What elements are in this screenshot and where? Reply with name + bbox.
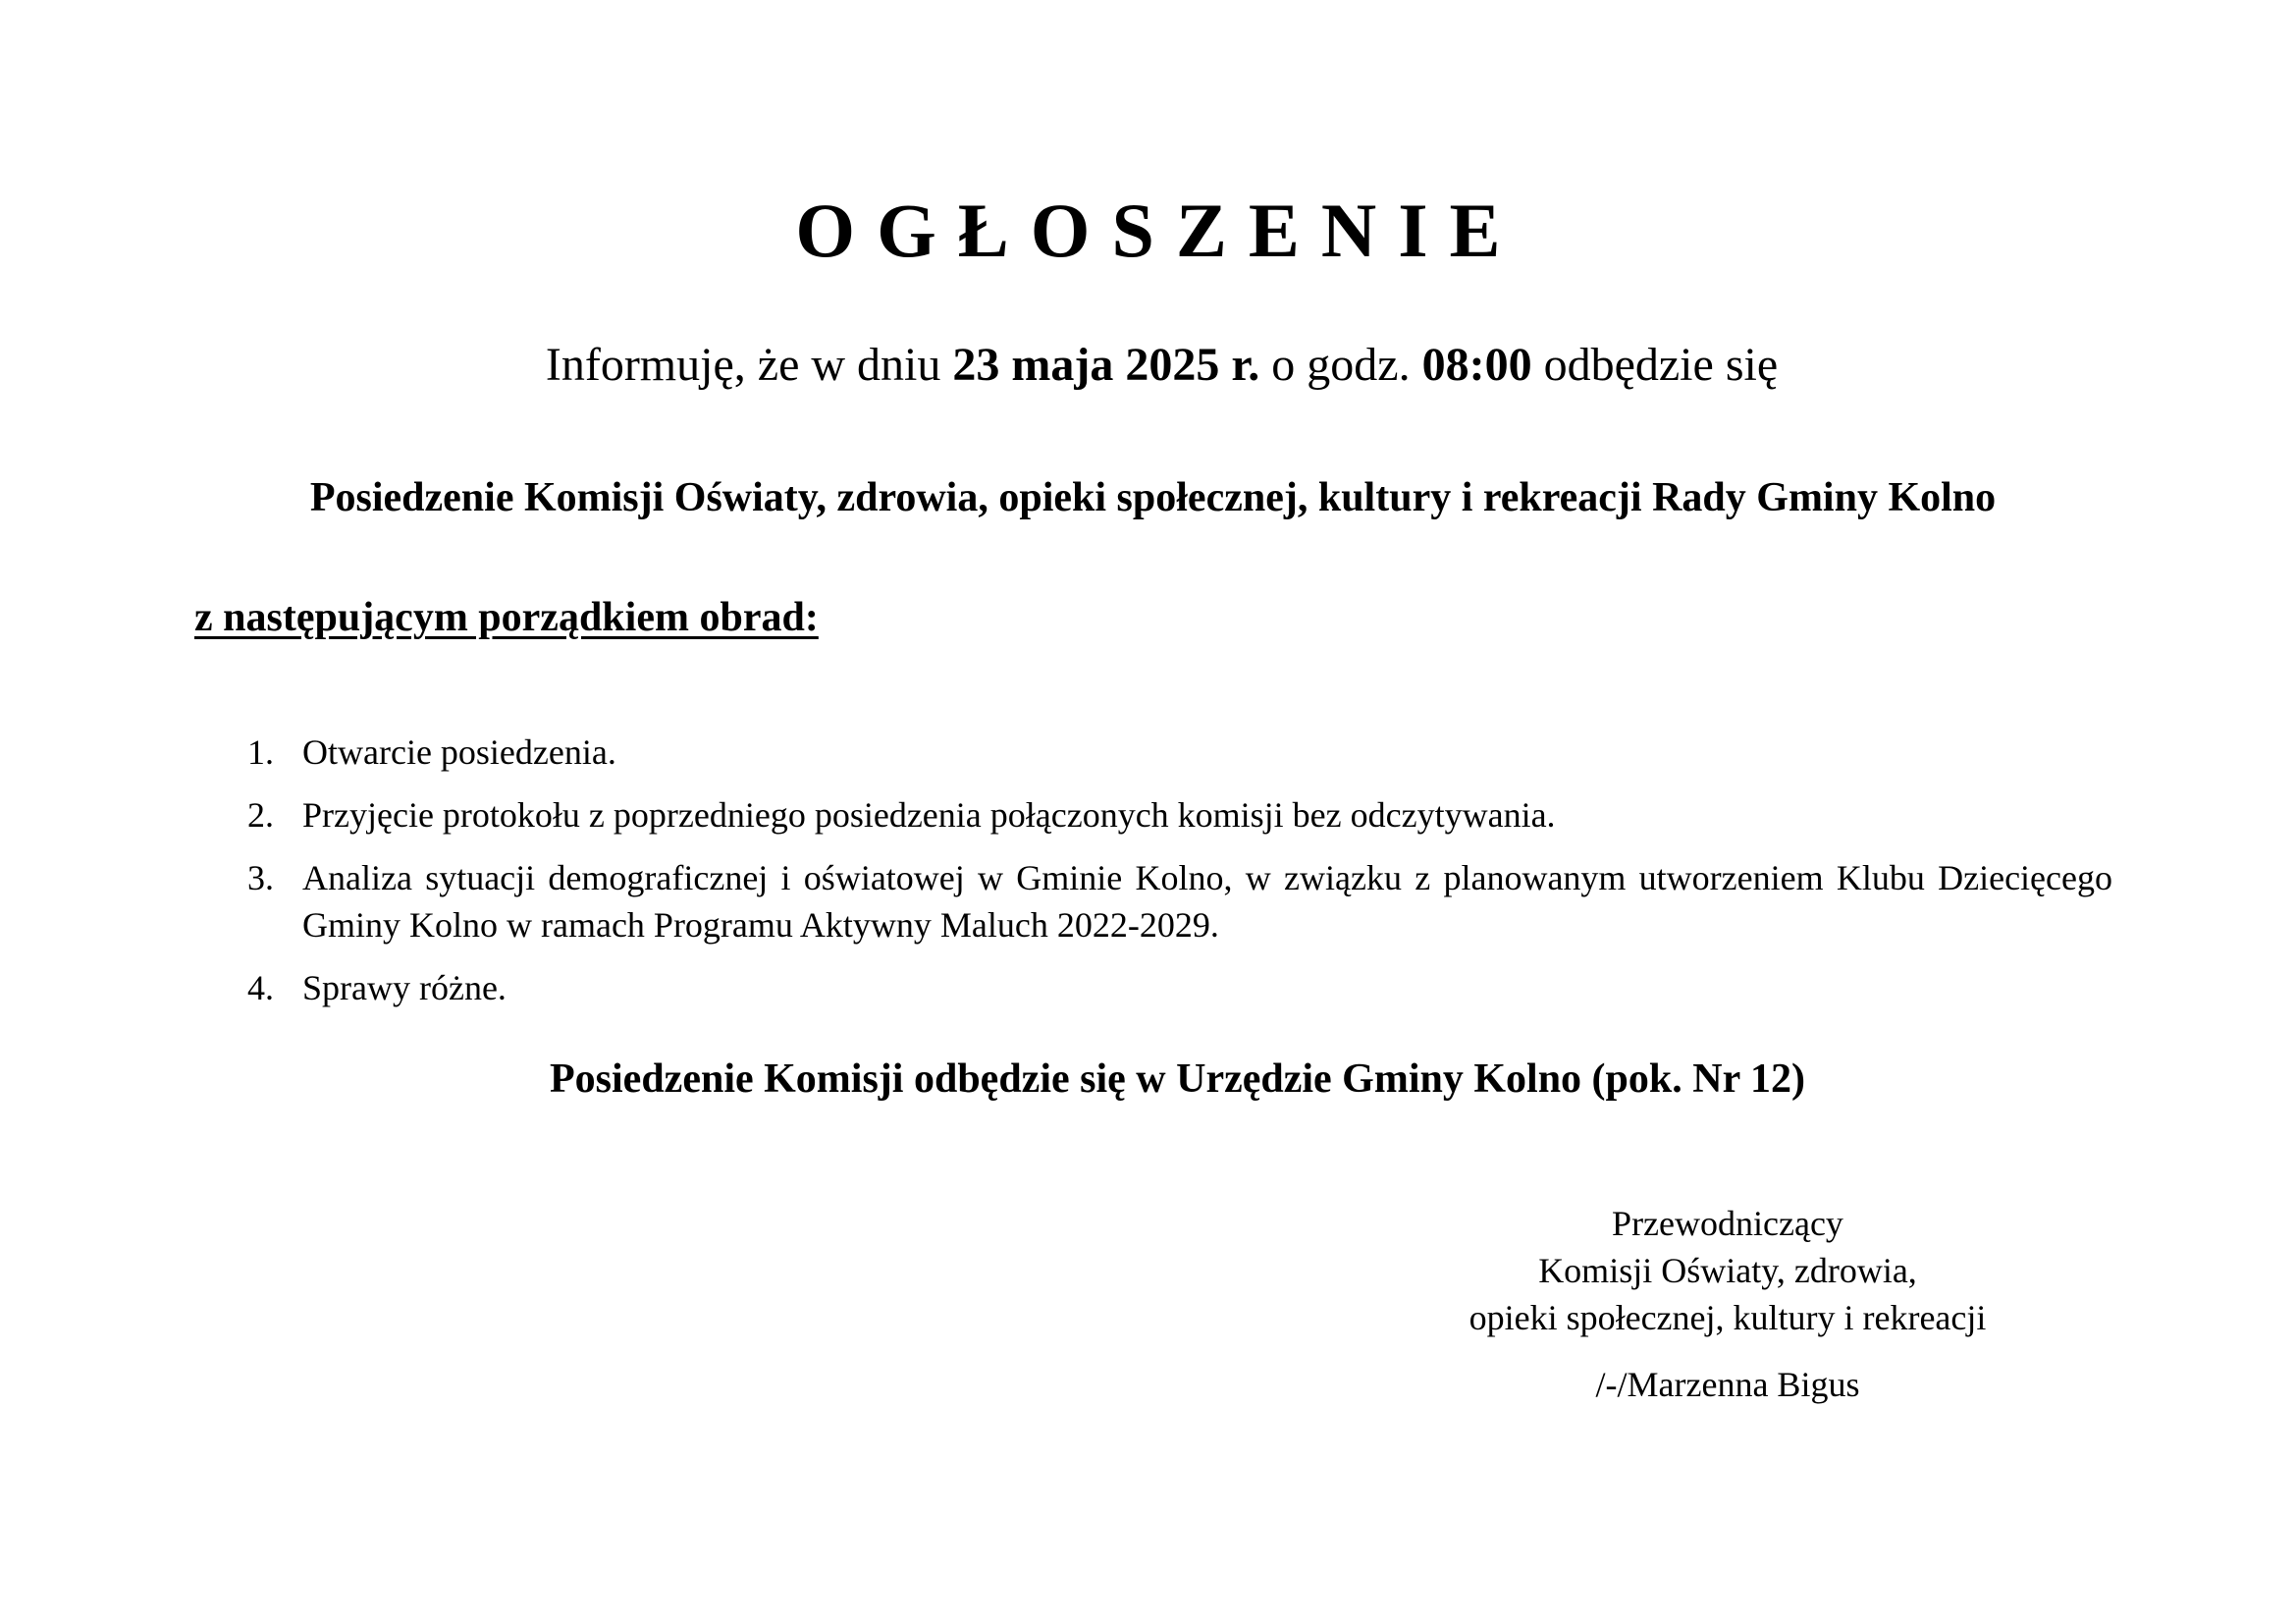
intro-line <box>0 339 2296 391</box>
signature-name: /-/Marzenna Bigus <box>1595 1365 1860 1404</box>
meeting-location: Posiedzenie Komisji odbędzie się w Urzędzie Gminy Kolno (pok. Nr 12) <box>550 1056 1805 1102</box>
agenda-item <box>247 854 2112 948</box>
agenda-item-text: Otwarcie posiedzenia. <box>302 732 616 772</box>
agenda-item-text: Analiza sytuacji demograficznej i oświatowej w Gminie Kolno, w związku z planowanym utworzeniem Klubu Dziecięcego Gminy Kolno w ramach Programu Aktywny Maluch 2022-2029. <box>302 858 2112 945</box>
agenda-heading: z następującym porządkiem obrad: <box>194 595 819 640</box>
signature-block <box>1394 1200 2061 1408</box>
agenda-item-number: 1. <box>247 732 274 772</box>
intro-text-2: o godz. <box>1259 339 1422 391</box>
meeting-title: Posiedzenie Komisji Oświaty, zdrowia, opieki społecznej, kultury i rekreacji Rady Gminy Kolno <box>309 475 1997 520</box>
meeting-date: 23 maja 2025 r. <box>952 339 1260 391</box>
document-title: OGŁOSZENIE <box>795 188 1522 273</box>
agenda-item-number: 4. <box>247 968 274 1007</box>
agenda-item <box>247 964 2112 1011</box>
agenda-list <box>247 729 2112 1011</box>
signature-committee-line-1: Komisji Oświaty, zdrowia, <box>1538 1251 1917 1290</box>
agenda-item-text: Sprawy różne. <box>302 968 507 1007</box>
intro-text-1: Informuję, że w dniu <box>545 339 953 391</box>
signature-committee-line-2: opieki społecznej, kultury i rekreacji <box>1468 1298 1987 1337</box>
agenda-item-number: 3. <box>247 858 274 897</box>
agenda-item <box>247 729 2112 776</box>
meeting-time: 08:00 <box>1421 339 1532 391</box>
signature-role: Przewodniczący <box>1612 1204 1843 1243</box>
intro-text-3: odbędzie się <box>1531 339 1779 391</box>
agenda-item <box>247 791 2112 839</box>
agenda-item-text: Przyjęcie protokołu z poprzedniego posiedzenia połączonych komisji bez odczytywania. <box>302 795 1556 835</box>
agenda-item-number: 2. <box>247 795 274 835</box>
